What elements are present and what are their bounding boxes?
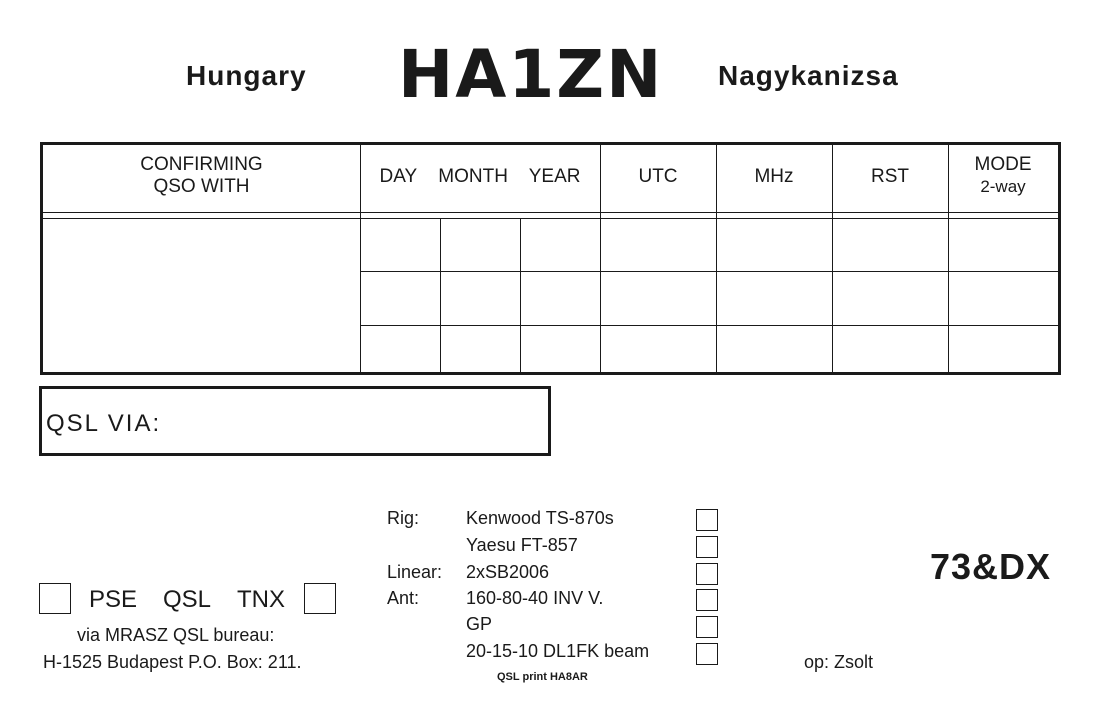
header-mode-line1: MODE bbox=[974, 154, 1032, 175]
header-separator-top bbox=[43, 212, 1058, 213]
equipment-checkbox[interactable] bbox=[696, 563, 718, 585]
equipment-checkbox[interactable] bbox=[696, 509, 718, 531]
equipment-item: Yaesu FT-857 bbox=[466, 535, 578, 555]
header-rst: RST bbox=[871, 166, 909, 187]
header-confirming bbox=[43, 154, 360, 198]
printer-credit: QSL print HA8AR bbox=[497, 671, 588, 683]
header-confirming-line1: CONFIRMING bbox=[140, 154, 263, 175]
operator-label: op: Zsolt bbox=[804, 652, 874, 672]
equipment-item: GP bbox=[466, 614, 493, 634]
tnx-checkbox[interactable] bbox=[304, 583, 336, 614]
city-label: Nagykanizsa bbox=[718, 60, 899, 91]
header-mode bbox=[948, 154, 1058, 198]
pse-checkbox[interactable] bbox=[39, 583, 71, 614]
rig-label: Rig: bbox=[387, 508, 420, 528]
equipment-checkbox[interactable] bbox=[696, 536, 718, 558]
bureau-line1: via MRASZ QSL bureau: bbox=[77, 625, 275, 645]
header-confirming-line2: QSO WITH bbox=[153, 176, 250, 197]
equipment-item: 160-80-40 INV V. bbox=[466, 588, 604, 608]
qsl-label: QSL bbox=[163, 586, 212, 613]
header-mode-line2: 2-way bbox=[980, 177, 1026, 196]
header-separator-bottom bbox=[43, 218, 1058, 219]
qso-table bbox=[40, 142, 1061, 375]
linear-label: Linear: bbox=[387, 562, 443, 582]
equipment-checkbox[interactable] bbox=[696, 589, 718, 611]
qsl-via-label: QSL VIA: bbox=[46, 410, 162, 437]
equipment-item: 2xSB2006 bbox=[466, 562, 550, 582]
greeting-73dx: 73&DX bbox=[930, 546, 1052, 587]
equipment-checkbox[interactable] bbox=[696, 616, 718, 638]
equipment-item: 20-15-10 DL1FK beam bbox=[466, 641, 650, 661]
equipment-item: Kenwood TS-870s bbox=[466, 508, 614, 528]
header-day: DAY bbox=[379, 166, 418, 187]
callsign-title: HA1ZN bbox=[398, 36, 664, 113]
pse-label: PSE bbox=[89, 586, 138, 613]
equipment-checkbox[interactable] bbox=[696, 643, 718, 665]
header-month: MONTH bbox=[438, 166, 508, 187]
header-date bbox=[360, 166, 600, 188]
country-label: Hungary bbox=[186, 60, 307, 91]
bureau-line2: H-1525 Budapest P.O. Box: 211. bbox=[43, 652, 302, 672]
header-year: YEAR bbox=[528, 166, 581, 187]
tnx-label: TNX bbox=[237, 586, 285, 613]
col-line-month bbox=[520, 218, 521, 372]
header-utc: UTC bbox=[638, 166, 678, 187]
ant-label: Ant: bbox=[387, 588, 420, 608]
row-separator-2 bbox=[360, 325, 1058, 326]
header-mhz: MHz bbox=[754, 166, 794, 187]
row-separator-1 bbox=[360, 271, 1058, 272]
col-line-day bbox=[440, 218, 441, 372]
